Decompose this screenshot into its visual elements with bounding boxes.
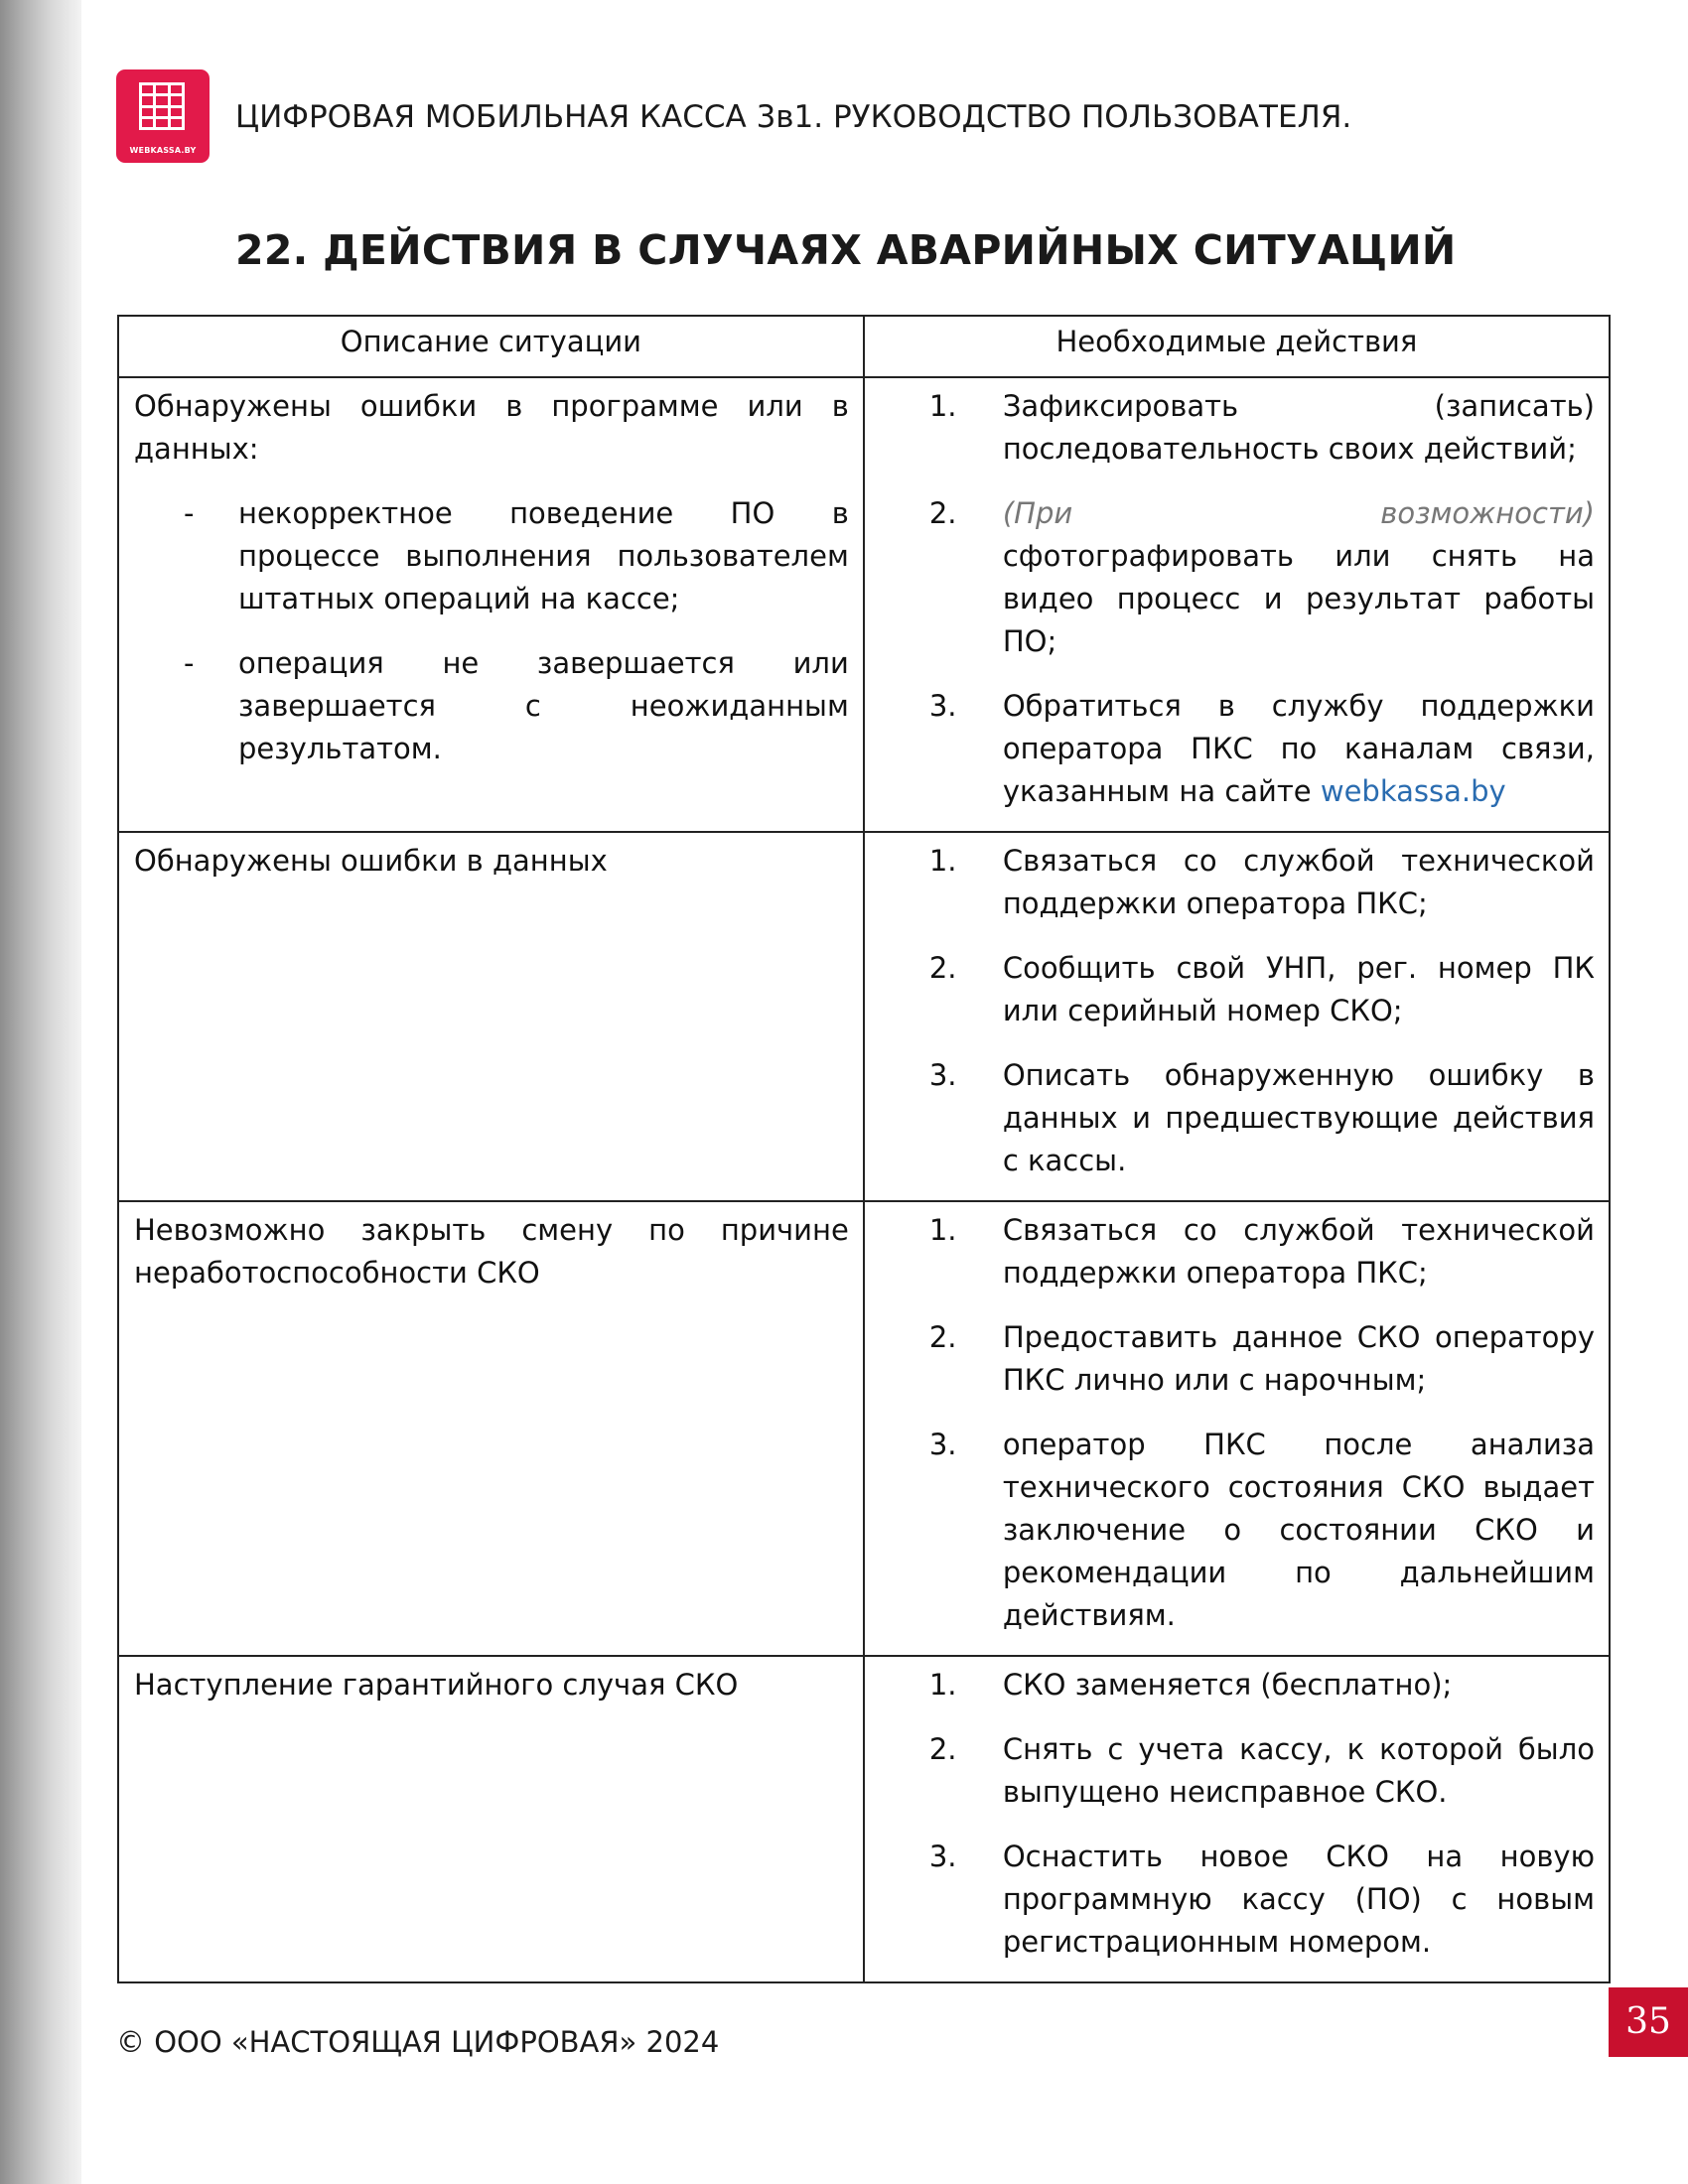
situation-sub-item [134, 492, 849, 620]
dash-marker: - [184, 646, 195, 680]
actions-cell [864, 1201, 1610, 1656]
action-step [880, 1054, 1595, 1182]
actions-cell [864, 377, 1610, 832]
step-text: Обратиться в службу поддержки оператора ПКС по каналам связи, указанным на сайте [1002, 689, 1595, 808]
step-number: 2. [928, 1320, 957, 1354]
step-text: СКО заменяется (бесплатно); [1002, 1668, 1453, 1702]
step-text: Связаться со службой технической поддержки оператора ПКС; [1002, 844, 1595, 920]
actions-cell [864, 1656, 1610, 1982]
situation-text: Обнаружены ошибки в программе или в данных: [134, 389, 849, 466]
column-header-description: Описание ситуации [118, 316, 864, 377]
step-number: 3. [928, 1840, 957, 1873]
sub-item-text: некорректное поведение ПО в процессе выполнения пользователем штатных операций на кассе; [238, 496, 849, 615]
step-text: Сообщить свой УНП, рег. номер ПК или серийный номер СКО; [1002, 951, 1595, 1027]
situation-cell [118, 832, 864, 1201]
section-title: 22. ДЕЙСТВИЯ В СЛУЧАЯХ АВАРИЙНЫХ СИТУАЦИЙ [235, 226, 1457, 274]
action-step [880, 1316, 1595, 1402]
situation-cell [118, 377, 864, 832]
action-step [880, 840, 1595, 925]
situation-sub-item [134, 642, 849, 770]
webkassa-logo [116, 69, 210, 163]
actions-cell [864, 832, 1610, 1201]
situation-cell [118, 1201, 864, 1656]
table-row [118, 1656, 1610, 1982]
document-header-title: ЦИФРОВАЯ МОБИЛЬНАЯ КАССА 3в1. РУКОВОДСТВО ПОЛЬЗОВАТЕЛЯ. [235, 99, 1352, 135]
sub-item-text: операция не завершается или завершается с неожиданным результатом. [238, 646, 849, 765]
action-steps [880, 385, 1595, 813]
situation-cell [118, 1656, 864, 1982]
action-step [880, 1836, 1595, 1964]
action-steps [880, 1209, 1595, 1637]
table-row [118, 377, 1610, 832]
step-text: Снять с учета кассу, к которой было выпущено неисправное СКО. [1002, 1732, 1595, 1809]
action-step [880, 1728, 1595, 1814]
action-step [880, 492, 1595, 663]
page-number: 35 [1609, 1987, 1688, 2057]
action-steps [880, 840, 1595, 1182]
copyright-footer: © ООО «НАСТОЯЩАЯ ЦИФРОВАЯ» 2024 [116, 2025, 720, 2059]
situation-text: Обнаружены ошибки в данных [134, 844, 608, 878]
emergency-actions-table [117, 315, 1611, 1983]
action-step [880, 947, 1595, 1032]
column-header-actions: Необходимые действия [864, 316, 1610, 377]
action-step [880, 685, 1595, 813]
step-number: 1. [928, 844, 957, 878]
step-text: Зафиксировать (записать) последовательность своих действий; [1002, 389, 1595, 466]
step-text: Оснастить новое СКО на новую программную кассу (ПО) с новым регистрационным номером. [1002, 1840, 1595, 1959]
step-text: Предоставить данное СКО оператору ПКС лично или с нарочным; [1002, 1320, 1595, 1397]
dash-marker: - [184, 496, 195, 530]
cash-register-grid-icon [139, 82, 185, 130]
table-row [118, 1201, 1610, 1656]
action-step [880, 1664, 1595, 1706]
step-number: 2. [928, 1732, 957, 1766]
action-step [880, 385, 1595, 471]
step-number: 2. [928, 951, 957, 985]
action-steps [880, 1664, 1595, 1964]
step-text: сфотографировать или снять на видео процесс и результат работы ПО; [1002, 539, 1595, 658]
step-text: Описать обнаруженную ошибку в данных и предшествующие действия с кассы. [1002, 1058, 1595, 1177]
situation-text: Наступление гарантийного случая СКО [134, 1668, 739, 1702]
page-edge-shadow [0, 0, 81, 2184]
step-text: оператор ПКС после анализа технического состояния СКО выдает заключение о состоянии СКО и рекомендации по дальнейшим действиям. [1002, 1428, 1595, 1632]
table-header-row [118, 316, 1610, 377]
action-step [880, 1424, 1595, 1637]
step-number: 1. [928, 1668, 957, 1702]
step-number: 1. [928, 1213, 957, 1247]
table-row [118, 832, 1610, 1201]
logo-text: WEBKASSA.BY [129, 146, 197, 155]
situation-text: Невозможно закрыть смену по причине неработоспособности СКО [134, 1213, 849, 1290]
webkassa-link[interactable]: webkassa.by [1320, 774, 1506, 808]
step-number: 3. [928, 1058, 957, 1092]
step-note-italic: (При возможности) [1002, 496, 1595, 530]
step-text: Связаться со службой технической поддержки оператора ПКС; [1002, 1213, 1595, 1290]
action-step [880, 1209, 1595, 1295]
step-number: 1. [928, 389, 957, 423]
step-number: 2. [928, 496, 957, 530]
step-text-wrapper [1003, 492, 1595, 663]
step-number: 3. [928, 689, 957, 723]
step-text-wrapper [1003, 685, 1595, 813]
step-number: 3. [928, 1428, 957, 1461]
